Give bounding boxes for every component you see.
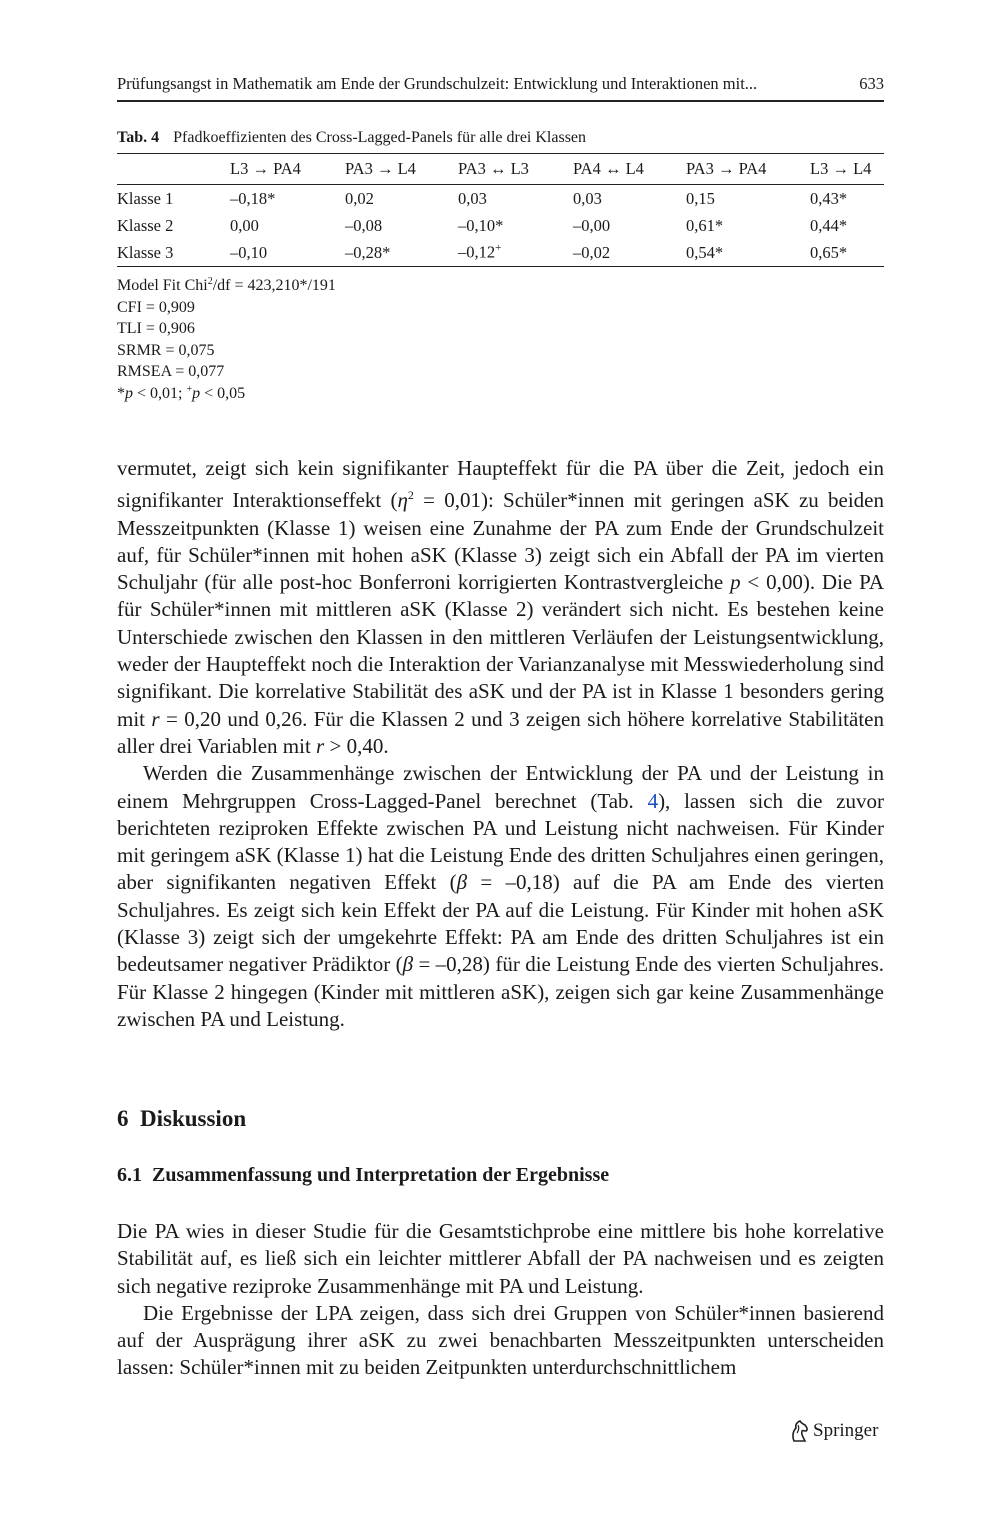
table-cell: –0,02 bbox=[573, 242, 611, 262]
model-fit-notes bbox=[117, 275, 336, 404]
body-text-discussion bbox=[117, 1218, 884, 1382]
running-head bbox=[117, 72, 884, 102]
table-cell: –0,28* bbox=[345, 242, 391, 262]
table-cell: 0,44* bbox=[810, 215, 848, 235]
table-cell: Klasse 2 bbox=[117, 215, 174, 235]
body-text-results bbox=[117, 455, 884, 1033]
table-cell: –0,08 bbox=[345, 215, 383, 235]
table-cell: 0,43* bbox=[810, 188, 848, 208]
table-cell: 0,54* bbox=[686, 242, 724, 262]
table-reference-link[interactable]: 4 bbox=[647, 788, 659, 813]
table-cell: –0,18* bbox=[230, 188, 276, 208]
table-header-row bbox=[117, 154, 884, 185]
subsection-title: Zusammenfassung und Interpretation der Ergebnisse bbox=[152, 1164, 610, 1186]
table-header-cell: PA3 ↔ L3 bbox=[458, 159, 529, 178]
table-cell: 0,03 bbox=[573, 188, 602, 208]
subsection-number: 6.1 bbox=[117, 1164, 142, 1186]
table-cell: 0,61* bbox=[686, 215, 724, 235]
publisher-name: Springer bbox=[813, 1420, 879, 1441]
table-cell: 0,00 bbox=[230, 215, 259, 235]
table-caption bbox=[117, 129, 586, 147]
cfi-line: CFI = 0,909 bbox=[117, 298, 195, 316]
section-number: 6 bbox=[117, 1106, 129, 1131]
table-cell: 0,02 bbox=[345, 188, 374, 208]
table-cell: 0,03 bbox=[458, 188, 487, 208]
table-header-cell: PA3 → L4 bbox=[345, 159, 416, 178]
significance-note: *p < 0,01; +p < 0,05 bbox=[117, 383, 246, 402]
table-header-cell bbox=[117, 154, 230, 185]
running-head-title: Prüfungsangst in Mathematik am Ende der Grundschulzeit: Entwicklung und Interaktionen mit... bbox=[117, 74, 758, 93]
publisher-logo bbox=[788, 1419, 878, 1443]
table-cell: Klasse 1 bbox=[117, 188, 174, 208]
paragraph: Werden die Zusammenhänge zwischen der Entwicklung der PA und der Leistung in einem Mehrgruppen Cross-Lagged-Panel berechnet (Tab. 4), lassen sich die zuvor berichteten reziproken Effekte zwischen PA und Leistung nicht nachweisen. Für Kinder mit geringem aSK (Klasse 1) hat die Leistung Ende des dritten Schuljahres einen geringen, aber signifikanten negativen Effekt (β = –0,18) auf die PA am Ende des vierten Schuljahres. Es zeigt sich kein Effekt der PA auf die Leistung. Für Kinder mit hohen aSK (Klasse 3) zeigt sich der umgekehrte Effekt: PA am Ende des dritten Schuljahres ist ein bedeutsamer negativer Prädiktor (β = –0,28) für die Leistung Ende des vierten Schuljahres. Für Klasse 2 hingegen (Kinder mit mittleren aSK), zeigen sich gar keine Zusammenhänge zwischen PA und Leistung. bbox=[117, 761, 884, 1031]
significance-plus-marker: + bbox=[495, 242, 502, 255]
table-cell: Klasse 3 bbox=[117, 242, 174, 262]
table-cell: –0,10 bbox=[230, 242, 268, 262]
table-label: Tab. 4 bbox=[117, 129, 160, 146]
table-cell bbox=[458, 239, 573, 267]
table-header-cell: L3 → L4 bbox=[810, 159, 872, 178]
table-row bbox=[117, 212, 884, 239]
paragraph: Die PA wies in dieser Studie für die Gesamtstichprobe eine mittlere bis hohe korrelative Stabilität auf, es ließ sich ein leichter mittlerer Abfall der PA nachweisen und es zeigten sich negative reziproke Zusammenhänge mit PA und Leistung. bbox=[117, 1219, 884, 1298]
tli-line: TLI = 0,906 bbox=[117, 320, 195, 337]
table-header-cell: L3 → PA4 bbox=[230, 159, 301, 178]
springer-horse-icon bbox=[788, 1419, 810, 1443]
table-cell: 0,15 bbox=[686, 188, 715, 208]
path-coefficients-table bbox=[117, 153, 884, 267]
table-cell-value: –0,12 bbox=[458, 242, 496, 262]
table-row bbox=[117, 185, 884, 213]
table-cell: 0,65* bbox=[810, 242, 848, 262]
page-number: 633 bbox=[859, 74, 884, 93]
table-cell: –0,10* bbox=[458, 215, 504, 235]
rmsea-line: RMSEA = 0,077 bbox=[117, 363, 225, 380]
srmr-line: SRMR = 0,075 bbox=[117, 341, 215, 359]
table-header-cell: PA3 → PA4 bbox=[686, 159, 767, 178]
section-title: Diskussion bbox=[140, 1106, 247, 1131]
paragraph: vermutet, zeigt sich kein signifikanter Haupteffekt für die PA über die Zeit, jedoch ein signifikanter Interaktionseffekt $(\eta^2 = 0,01)$: Schüler*innen mit geringen aSK zu beiden Messzeitpunkten (Klasse 1) weisen eine Zunahme der PA zum Ende der Grundschulzeit auf, für Schüler*innen mit hohen aSK (Klasse 3) zeigt sich ein Abfall der PA im vierten Schuljahr (für alle post-hoc Bonferroni korrigierten Kontrastvergleiche p < 0,00). Die PA für Schüler*innen mit mittleren aSK (Klasse 2) verändert sich nicht. Es bestehen keine Unterschiede zwischen den Klassen in den mittleren Verläufen der Leistungsentwicklung, weder der Haupteffekt noch die Interaktion der Varianzanalyse mit Messwiederholung sind signifikant. Die korrelative Stabilität des aSK und der PA ist in Klasse 1 besonders gering mit r = 0,20 und 0,26. Für die Klassen 2 und 3 zeigen sich höhere korrelative Stabilitäten aller drei Variablen mit r > 0,40. bbox=[117, 456, 885, 758]
paragraph: Die Ergebnisse der LPA zeigen, dass sich drei Gruppen von Schüler*innen basierend auf der Ausprägung ihrer aSK zu zwei benachbarten Messzeitpunkten unterscheiden lassen: Schüler*innen mit zu beiden Zeitpunkten unterdurchschnittlichem bbox=[117, 1300, 884, 1380]
subsection-heading bbox=[117, 1164, 609, 1187]
table-row bbox=[117, 239, 884, 267]
table-cell: –0,00 bbox=[573, 215, 611, 235]
table-header-cell: PA4 ↔ L4 bbox=[573, 159, 644, 178]
model-fit-line: Model Fit Chi$^2$/df = 423,210*/191 bbox=[117, 276, 336, 294]
section-heading bbox=[117, 1106, 246, 1132]
table-caption-text: Pfadkoeffizienten des Cross-Lagged-Panels für alle drei Klassen bbox=[173, 129, 587, 146]
